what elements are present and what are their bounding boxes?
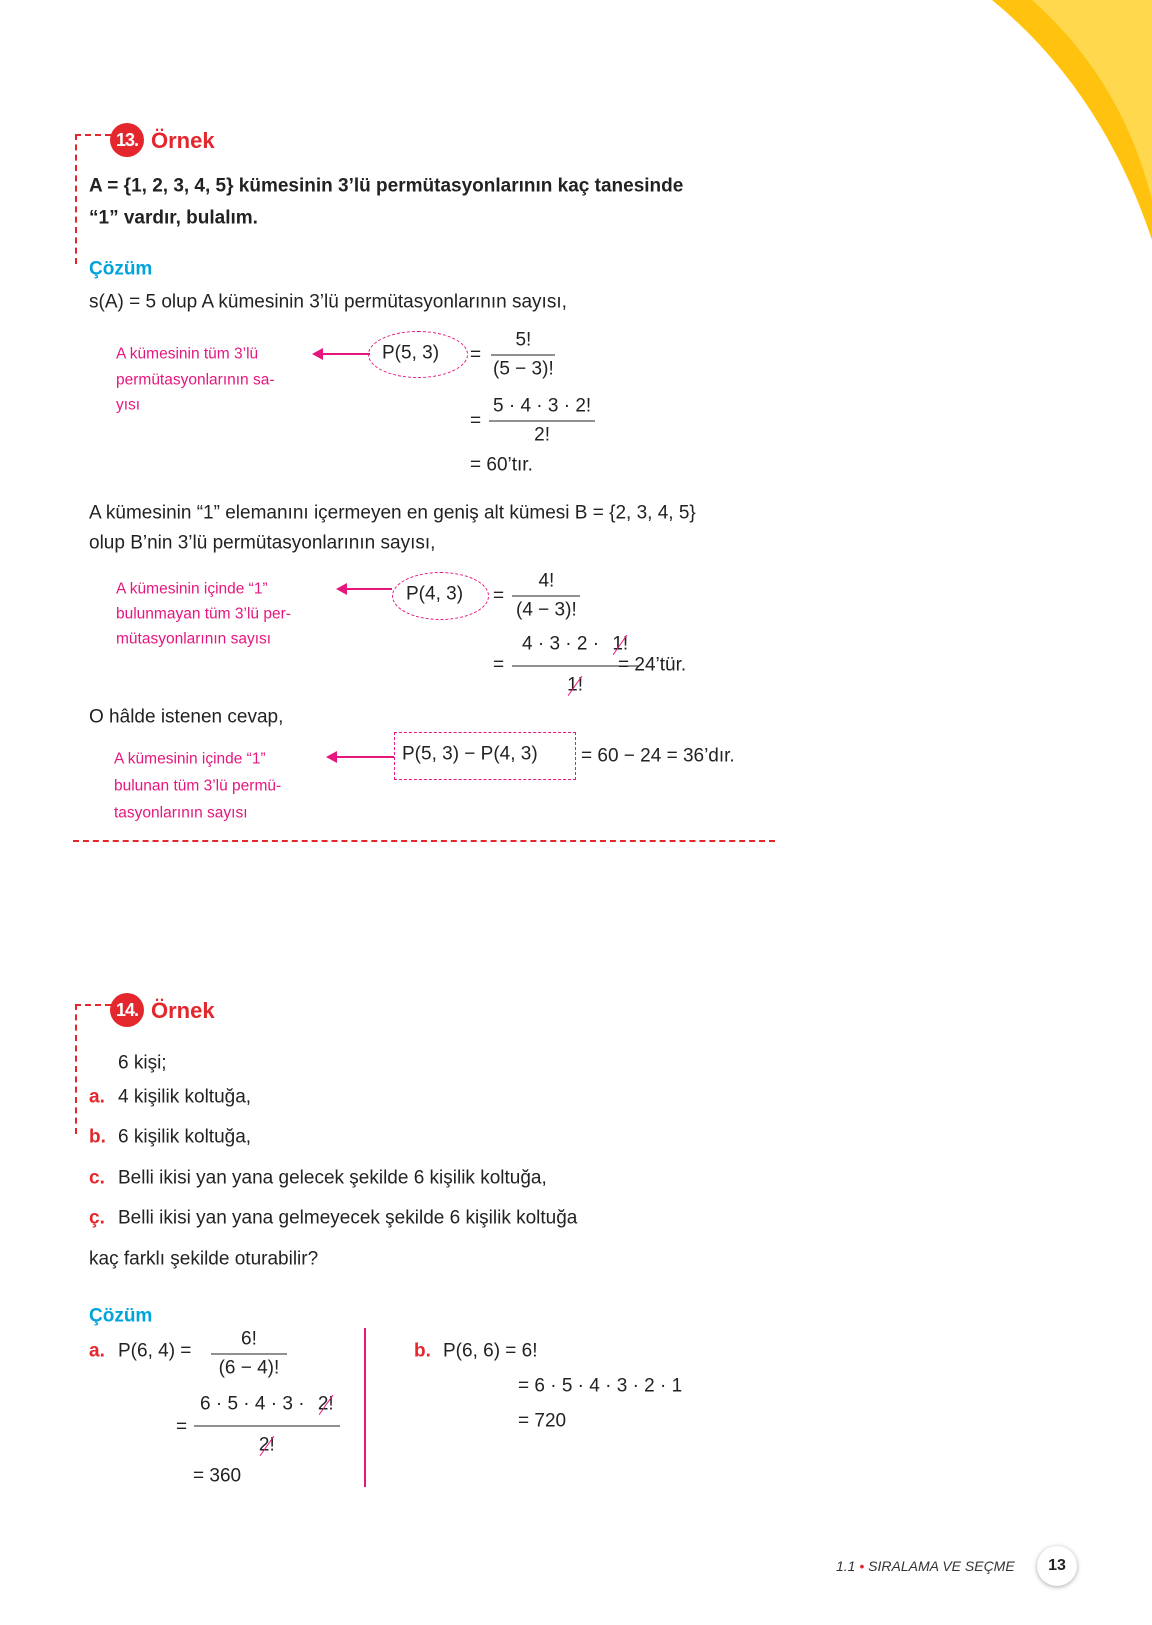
solution-line-2: A kümesinin “1” elemanını içermeyen en geniş alt kümesi B = {2, 3, 4, 5} (89, 502, 696, 524)
equals: = (176, 1416, 188, 1438)
fraction-1 (489, 327, 558, 384)
question-line-2: “1” vardır, bulalım. (89, 207, 258, 229)
solution-line-3: olup B’nin 3’lü permütasyonlarının sayısı, (89, 532, 436, 554)
example-title: Örnek (151, 998, 215, 1023)
note-2-line-2: bulunmayan tüm 3’lü per- (116, 605, 291, 623)
p-5-3: P(5, 3) (382, 342, 440, 364)
bracket-left (75, 1004, 77, 1134)
note-2-line-1: A kümesinin içinde “1” (116, 580, 268, 598)
equals: = (493, 654, 505, 676)
result-60: = 60’tır. (470, 454, 533, 476)
part-a-expression: P(6, 4) = (118, 1340, 192, 1362)
part-b-line-2: = 6 · 5 · 4 · 3 · 2 · 1 (518, 1375, 683, 1397)
equals: = (493, 585, 505, 607)
solution-line-1: s(A) = 5 olup A kümesinin 3’lü permütasyonlarının sayısı, (89, 291, 567, 313)
part-b-expression: P(6, 6) = 6! (443, 1340, 538, 1362)
arrow-left-icon (346, 588, 392, 590)
numerator: 5! (491, 327, 555, 356)
example-number-badge: 13. (110, 123, 144, 157)
note-3-line-1: A kümesinin içinde “1” (114, 750, 266, 768)
part-b-result: = 720 (518, 1410, 567, 1432)
cancelled-factorial: 2! (314, 1391, 338, 1418)
fraction-a1 (211, 1326, 287, 1383)
item-label-c: c. (89, 1167, 105, 1189)
column-divider (364, 1328, 366, 1487)
section-title: SIRALAMA VE SEÇME (868, 1558, 1015, 1574)
section-number: 1.1 (836, 1558, 856, 1574)
part-a-label: a. (89, 1340, 105, 1362)
result-24: = 24’tür. (618, 654, 687, 676)
item-label-b: b. (89, 1126, 106, 1148)
cancelled-factorial: 1! (608, 631, 632, 658)
numerator: 5 · 4 · 3 · 2! (489, 393, 595, 422)
section-divider (73, 840, 775, 842)
fraction-2 (489, 393, 595, 450)
item-label-cc: ç. (89, 1207, 105, 1229)
difference-expression: P(5, 3) − P(4, 3) (402, 743, 538, 765)
bracket-left (75, 134, 77, 264)
note-1-line-1: A kümesinin tüm 3’lü (116, 345, 259, 363)
note-3-line-2: bulunan tüm 3’lü permü- (114, 777, 282, 795)
yellow-corner-decoration (992, 0, 1152, 260)
note-1-line-2: permütasyonlarının sa- (116, 371, 275, 389)
denominator (251, 1427, 283, 1460)
example-title: Örnek (151, 128, 215, 153)
numerator-factors: 6 · 5 · 4 · 3 · (200, 1393, 310, 1415)
equals: = (470, 344, 482, 366)
outro: kaç farklı şekilde oturabilir? (89, 1248, 319, 1270)
item-text-b: 6 kişilik koltuğa, (118, 1126, 252, 1148)
part-b-label: b. (414, 1340, 431, 1362)
note-2-line-3: mütasyonlarının sayısı (116, 630, 272, 648)
result-36: = 60 − 24 = 36’dır. (581, 745, 735, 767)
item-text-cc: Belli ikisi yan yana gelmeyecek şekilde 6 kişilik koltuğa (118, 1207, 578, 1229)
question-line-1: A = {1, 2, 3, 4, 5} kümesinin 3’lü permütasyonlarının kaç tanesinde (89, 175, 684, 197)
bullet: • (859, 1558, 865, 1574)
numerator: 6! (211, 1326, 287, 1355)
item-text-c: Belli ikisi yan yana gelecek şekilde 6 kişilik koltuğa, (118, 1167, 547, 1189)
denominator: (5 − 3)! (493, 358, 554, 380)
denominator (559, 667, 591, 700)
page-number: 13 (1037, 1546, 1077, 1586)
note-3-line-3: tasyonlarının sayısı (114, 804, 248, 822)
cancelled-factorial: 1! (563, 672, 587, 699)
item-text-a: 4 kişilik koltuğa, (118, 1086, 252, 1108)
numerator: 4! (512, 568, 580, 597)
bracket-top (75, 134, 111, 136)
cancelled-factorial: 2! (255, 1432, 279, 1459)
denominator: (6 − 4)! (218, 1357, 280, 1379)
denominator: (4 − 3)! (516, 599, 577, 621)
item-label-a: a. (89, 1086, 105, 1108)
denominator: 2! (534, 424, 551, 446)
bracket-top (75, 1004, 111, 1006)
fraction-3 (512, 568, 581, 625)
part-a-result: = 360 (193, 1465, 242, 1487)
fraction-a2 (194, 1391, 340, 1460)
example-number-badge: 14. (110, 993, 144, 1027)
note-1-line-3: yısı (116, 396, 141, 414)
footer-section (836, 1559, 1015, 1573)
solution-label: Çözüm (89, 1305, 153, 1327)
solution-label: Çözüm (89, 258, 153, 280)
p-4-3: P(4, 3) (406, 583, 464, 605)
arrow-left-icon (322, 353, 370, 355)
equals: = (470, 410, 482, 432)
intro: 6 kişi; (118, 1052, 167, 1074)
solution-line-4: O hâlde istenen cevap, (89, 706, 284, 728)
numerator (194, 1391, 340, 1427)
arrow-left-icon (336, 756, 394, 758)
numerator-factors: 4 · 3 · 2 · (522, 633, 605, 655)
